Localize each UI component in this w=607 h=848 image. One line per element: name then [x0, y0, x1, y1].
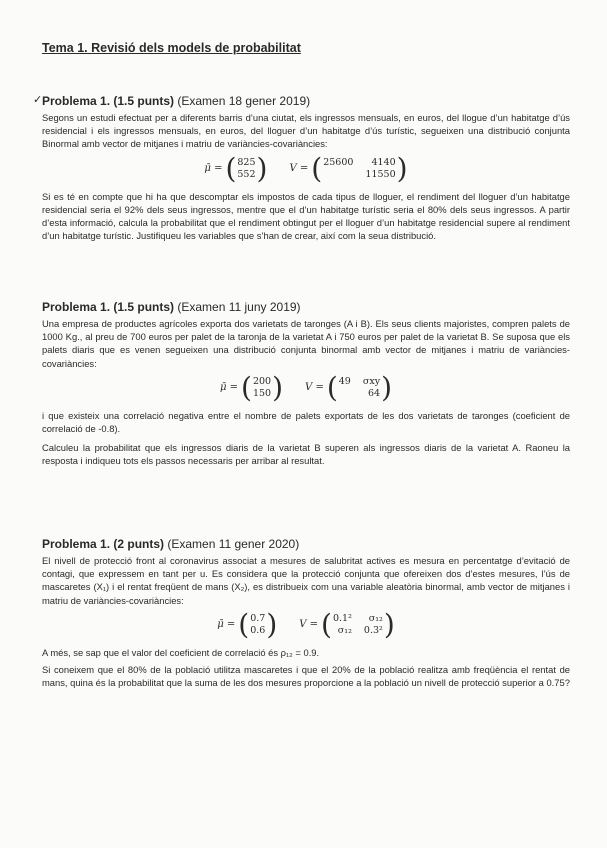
- problem-paragraph: Si coneixem que el 80% de la població utilitza mascaretes i que el 20% de la població realitza amb freqüència el rentat de mans, quina és la probabilitat que la suma de les dos mesures proporcione a la població un nivell de protecció superior a 0.75?: [42, 664, 570, 689]
- covariance-matrix: ( 25600 4140 11550 ): [311, 151, 408, 185]
- problem-heading-exam: (Examen 18 gener 2019): [174, 94, 311, 108]
- mean-vector-label: μ̄ =: [219, 382, 239, 394]
- problem-paragraph: Calculeu la probabilitat que els ingressos diaris de la varietat B superen als ingressos diaris de la varietat A. Raoneu la resposta i indiqueu tots els passos necessaris per arribar al resultat.: [42, 442, 570, 467]
- matrix-entry: σ₁₂: [368, 612, 383, 624]
- covariance-matrix-label: V =: [289, 163, 309, 175]
- problem-heading-exam: (Examen 11 gener 2020): [164, 537, 300, 551]
- problem-heading-bold: Problema 1. (1.5 punts): [42, 300, 175, 314]
- matrix-entry: 11550: [365, 168, 396, 180]
- formula: [42, 370, 570, 404]
- problem-paragraph: i que existeix una correlació negativa entre el nombre de palets exportats de les dos varietats de taronges (coeficient de correlació de -0.8).: [42, 409, 570, 435]
- matrix-entry: [323, 169, 353, 181]
- problem-paragraph: Segons un estudi efectuat per a diferents barris d’una ciutat, els ingressos mensuals, en euros, del llogue d’un habitatge d’ús residencial i els ingressos mensuals, en euros, del lloguer d’un habitatge d’ús turístic, segueixen una distribució conjunta Binormal amb vector de mitjanes i matriu de variàncies-covariàncies:: [42, 112, 570, 150]
- matrix-entry: 25600: [323, 156, 354, 168]
- covariance-matrix-label: V =: [299, 619, 319, 631]
- matrix-entry: 64: [367, 387, 381, 399]
- problem-heading: [42, 94, 570, 108]
- vector-entry: 0.7: [250, 612, 266, 624]
- vector-entry: 0.6: [250, 624, 266, 636]
- matrix-entry: 0.1²: [332, 612, 352, 624]
- covariance-matrix: ( 0.1² σ₁₂ σ₁₂ 0.3² ): [321, 607, 395, 641]
- matrix-entry: σ₁₂: [337, 624, 352, 636]
- formula: [42, 607, 570, 641]
- covariance-matrix: ( 49 σxy 64 ): [326, 370, 393, 404]
- formula: [42, 151, 570, 185]
- problem-heading: [42, 300, 570, 314]
- matrix-entry: [339, 388, 351, 400]
- problem-paragraph: El nivell de protecció front al coronavirus associat a mesures de salubritat actives es mesura en percentatge d’evitació de contagi, que expressem en tant per u. Es considera que la protecció conjunta que ofereixen dos d’estes mesures, l’ús de mascaretes (X₁) i el rentat freqüent de mans (X₂), es distribueix com una variable aleatòria binormal, amb vector de mitjanes i matriu de variàncies-covariàncies:: [42, 555, 570, 606]
- matrix-entry: 49: [338, 375, 351, 387]
- problem-paragraph: A més, se sap que el valor del coeficient de correlació és ρ₁₂ = 0.9.: [42, 646, 320, 658]
- page-title: Tema 1. Revisió dels models de probabilitat: [42, 41, 301, 55]
- mean-vector: ( 825 552 ): [225, 151, 268, 185]
- problem-paragraph: Una empresa de productes agrícoles exporta dos varietats de taronges (A i B). Els seus clients majoristes, compren palets de 1000 Kg., al preu de 700 euros per palet de la taronja de la varietat A i 750 euros per palet de la varietat B. Se suposa que els palets diaris que es venen segueixen una distribució conjunta binormal amb vector de mitjanes i matriu de variàncies-covariàncies:: [42, 318, 570, 369]
- vector-entry: 150: [252, 387, 272, 399]
- matrix-entry: 4140: [371, 156, 396, 168]
- problem-heading-bold: Problema 1. (1.5 punts): [42, 94, 175, 108]
- problem-1: [33, 94, 570, 246]
- checkmark-icon: ✓: [33, 94, 43, 106]
- matrix-entry: 0.3²: [363, 624, 383, 636]
- problem-heading-exam: (Examen 11 juny 2019): [174, 300, 301, 314]
- vector-entry: 552: [237, 168, 256, 180]
- problem-paragraph: Si es té en compte que hi ha que descomptar els impostos de cada tipus de lloguer, el rendiment del lloguer d’un habitatge residencial seria el 92% dels seus ingressos, mentre que el d’un habitatge turístic seria el 80% dels seus ingressos. A partir d’esta informació, calcula la probabilitat que el rendiment obtingut per el lloguer d’un habitatge residencial supere al rendiment d’un habitatge turístic. Justifiqueu les variables que s’han de crear, així com la seua distribució.: [42, 190, 570, 242]
- problem-3: [42, 537, 570, 693]
- covariance-matrix-label: V =: [305, 382, 324, 394]
- vector-entry: 825: [237, 156, 256, 168]
- mean-vector-label: μ̄ =: [217, 619, 236, 631]
- problem-heading-bold: Problema 1. (2 punts): [42, 537, 165, 551]
- problem-heading: [42, 537, 570, 551]
- mean-vector-label: μ̄ =: [204, 163, 223, 175]
- problem-2: [42, 300, 570, 472]
- mean-vector: ( 0.7 0.6 ): [238, 607, 278, 641]
- mean-vector: ( 200 150 ): [241, 370, 284, 404]
- matrix-entry: σxy: [362, 375, 381, 387]
- vector-entry: 200: [252, 375, 272, 387]
